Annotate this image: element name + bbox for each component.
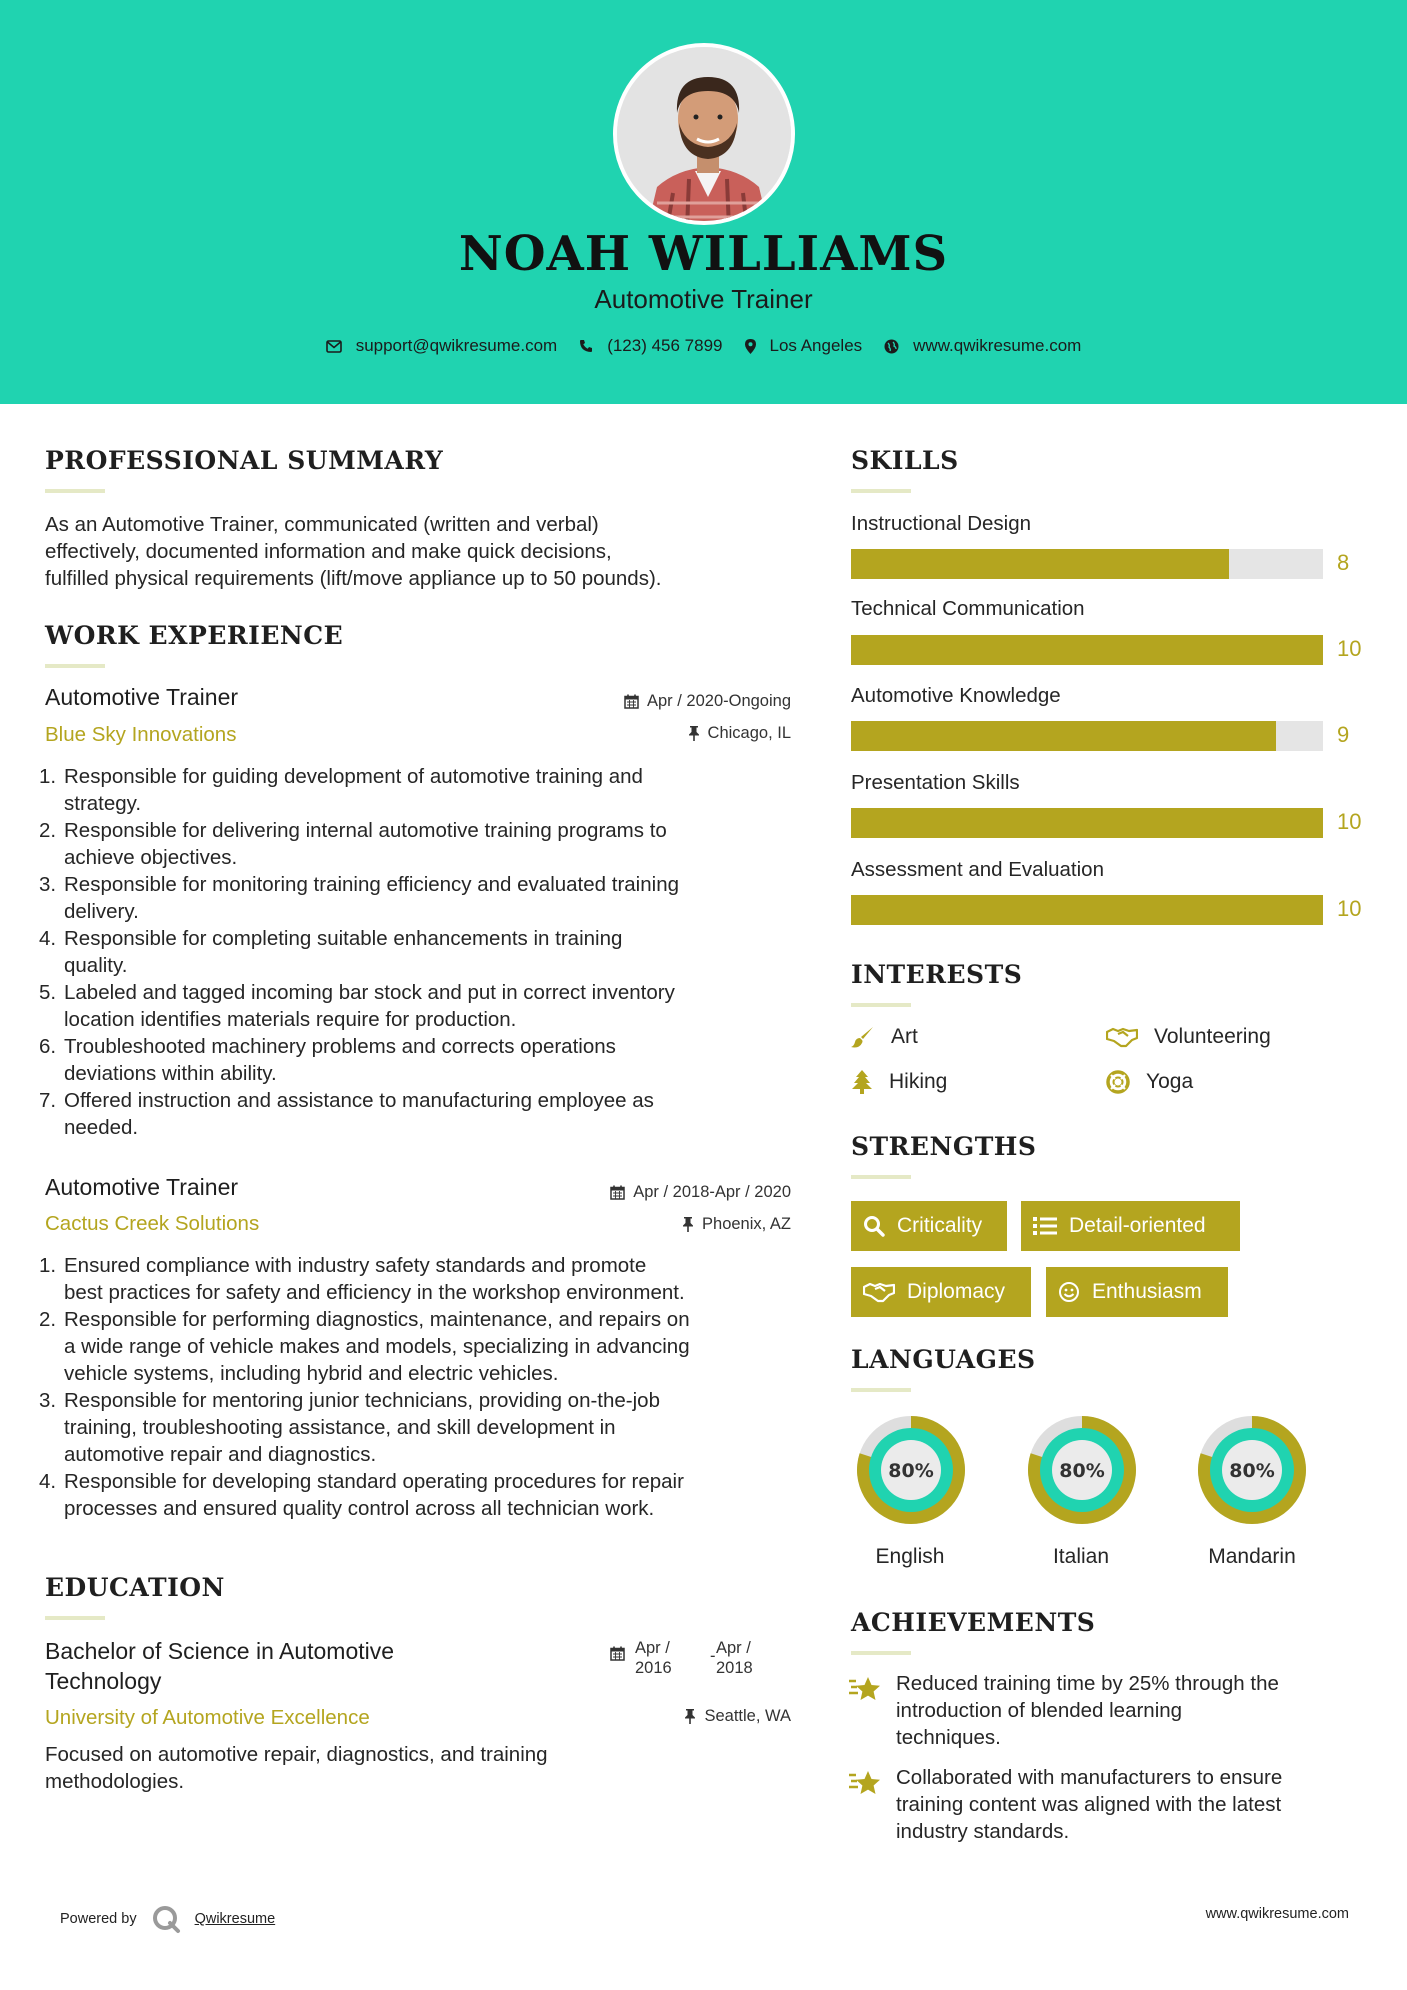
degree-line: Bachelor of Science in Automotive — [45, 1638, 395, 1664]
footer-url[interactable]: www.qwikresume.com — [1205, 1906, 1349, 1922]
bullet-line: delivery. — [64, 900, 139, 923]
list-icon — [1033, 1216, 1057, 1236]
person-photo-icon — [617, 47, 795, 225]
skill-bar-track — [851, 808, 1323, 838]
contact-location — [745, 336, 863, 356]
handshake-icon — [863, 1281, 895, 1303]
bullet-line: Troubleshooted machinery problems and corrects operations — [64, 1035, 616, 1058]
bullet-line: quality. — [64, 954, 128, 977]
summary-heading: PROFESSIONAL SUMMARY — [45, 446, 444, 475]
header-banner — [0, 0, 1407, 404]
education-underline — [45, 1616, 105, 1620]
language-ring — [849, 1408, 973, 1532]
interests-heading: INTERESTS — [851, 960, 1023, 989]
job-dates-text: Apr / 2018-Apr / 2020 — [633, 1183, 791, 1201]
experience-underline — [45, 664, 105, 668]
contact-location-text: Los Angeles — [769, 336, 863, 355]
skill-label: Assessment and Evaluation — [851, 858, 1104, 881]
bullet-line: training, troubleshooting assistance, and skill development in — [64, 1416, 616, 1439]
list-item — [39, 763, 805, 817]
achievement-line: Reduced training time by 25% through the — [896, 1672, 1279, 1695]
interest-item — [1106, 1070, 1193, 1094]
language-name: Mandarin — [1208, 1545, 1296, 1568]
list-item — [39, 1252, 805, 1306]
summary-line: fulfilled physical requirements (lift/move appliance up to 50 pounds). — [45, 567, 662, 590]
achievement-item — [896, 1764, 1366, 1845]
job-company: Blue Sky Innovations — [45, 723, 237, 746]
summary-underline — [45, 489, 105, 493]
contact-phone-text: (123) 456 7899 — [607, 336, 723, 355]
education-end-date — [716, 1638, 753, 1678]
bullet-line: a wide range of vehicle makes and models, specializing in advancing — [64, 1335, 690, 1358]
map-marker-icon — [745, 339, 756, 354]
strengths-underline — [851, 1175, 911, 1179]
bullet-line: Responsible for developing standard operating procedures for repair — [64, 1470, 684, 1493]
candidate-title: Automotive Trainer — [594, 284, 813, 314]
job-title: Automotive Trainer — [45, 684, 239, 710]
progress-ring-icon — [1190, 1408, 1314, 1532]
bullet-line: achieve objectives. — [64, 846, 238, 869]
bullet-number: 3. — [39, 1389, 57, 1412]
calendar-icon-wrap — [610, 1646, 625, 1666]
job-location-text: Phoenix, AZ — [702, 1215, 791, 1233]
bullet-line: Responsible for completing suitable enhancements in training — [64, 927, 623, 950]
interest-item — [851, 1070, 947, 1094]
achievement-line: training content was aligned with the latest — [896, 1793, 1282, 1816]
search-icon — [863, 1215, 885, 1237]
bullet-line: deviations within ability. — [64, 1062, 277, 1085]
achievement-icon-wrap — [848, 1675, 882, 1708]
date-line: Apr / — [716, 1639, 751, 1657]
powered-by-text: Powered by — [60, 1911, 137, 1927]
handshake-icon — [1106, 1026, 1138, 1048]
bullet-number: 6. — [39, 1035, 57, 1058]
skill-label: Technical Communication — [851, 597, 1085, 620]
skills-heading: SKILLS — [851, 446, 959, 475]
achievements-heading: ACHIEVEMENTS — [851, 1608, 1096, 1637]
star-icon — [848, 1675, 882, 1703]
description-line: methodologies. — [45, 1770, 185, 1793]
calendar-icon — [624, 694, 639, 709]
skill-bar-fill — [851, 808, 1323, 838]
bullet-line: Labeled and tagged incoming bar stock and put in correct inventory — [64, 981, 675, 1004]
bullet-line: Responsible for performing diagnostics, maintenance, and repairs on — [64, 1308, 690, 1331]
strength-label: Criticality — [897, 1214, 983, 1237]
bullet-line: Responsible for delivering internal automotive training programs to — [64, 819, 667, 842]
experience-heading: WORK EXPERIENCE — [45, 621, 344, 650]
job-location-text: Chicago, IL — [707, 724, 791, 742]
strength-badge — [1046, 1267, 1228, 1317]
job-title: Automotive Trainer — [45, 1174, 239, 1200]
skill-label: Presentation Skills — [851, 771, 1020, 794]
strengths-heading: STRENGTHS — [851, 1132, 1037, 1161]
bullet-number: 7. — [39, 1089, 57, 1112]
bullet-number: 4. — [39, 927, 57, 950]
education-location-text: Seattle, WA — [704, 1707, 791, 1725]
languages-underline — [851, 1388, 911, 1392]
list-item — [39, 1387, 805, 1468]
interests-underline — [851, 1003, 911, 1007]
interest-item — [1106, 1025, 1271, 1049]
interest-label: Hiking — [889, 1070, 948, 1093]
job-dates — [624, 692, 791, 711]
envelope-icon — [326, 340, 342, 353]
job-bullet-list — [39, 1252, 805, 1522]
education-school: University of Automotive Excellence — [45, 1706, 370, 1729]
contact-website-text: www.qwikresume.com — [913, 336, 1082, 355]
language-name: English — [875, 1545, 945, 1568]
contact-website[interactable] — [884, 336, 1081, 356]
bullet-number: 1. — [39, 1254, 57, 1277]
skill-value: 8 — [1337, 550, 1350, 575]
calendar-icon — [610, 1185, 625, 1200]
bullet-line: best practices for safety and efficiency in the workshop environment. — [64, 1281, 685, 1304]
skills-underline — [851, 489, 911, 493]
bullet-line: Offered instruction and assistance to manufacturing employee as — [64, 1089, 654, 1112]
education-heading: EDUCATION — [45, 1573, 225, 1602]
bullet-number: 2. — [39, 1308, 57, 1331]
language-percent: 80% — [888, 1460, 934, 1482]
strength-badge — [851, 1267, 1031, 1317]
strength-label: Diplomacy — [907, 1280, 1006, 1303]
list-item — [39, 871, 805, 925]
smile-icon — [1058, 1281, 1080, 1303]
achievements-underline — [851, 1651, 911, 1655]
pushpin-icon — [688, 726, 700, 741]
list-item — [39, 979, 805, 1033]
strength-badge — [1021, 1201, 1240, 1251]
qwikresume-logo-icon — [151, 1904, 181, 1934]
skill-value: 9 — [1337, 722, 1350, 747]
bullet-line: Responsible for monitoring training efficiency and evaluated training — [64, 873, 679, 896]
date-line: 2016 — [635, 1659, 672, 1677]
bullet-number: 5. — [39, 981, 57, 1004]
language-percent: 80% — [1059, 1460, 1105, 1482]
language-ring — [1020, 1408, 1144, 1532]
skill-bar-fill — [851, 635, 1323, 665]
progress-ring-icon — [1020, 1408, 1144, 1532]
contact-email[interactable] — [326, 336, 558, 356]
education-start-date — [635, 1638, 672, 1678]
degree-line: Technology — [45, 1668, 162, 1694]
degree-title — [45, 1636, 394, 1696]
bullet-number: 3. — [39, 873, 57, 896]
bullet-line: needed. — [64, 1116, 139, 1139]
interest-label: Yoga — [1146, 1070, 1194, 1093]
job-location — [688, 724, 791, 743]
skill-bar-fill — [851, 721, 1276, 751]
bullet-line: Responsible for guiding development of automotive training and — [64, 765, 643, 788]
avatar — [613, 43, 795, 225]
candidate-name: NOAH WILLIAMS — [458, 226, 949, 282]
language-percent: 80% — [1229, 1460, 1275, 1482]
globe-icon — [884, 339, 899, 354]
list-item — [39, 1033, 805, 1087]
bullet-line: vehicle systems, including hybrid and electric vehicles. — [64, 1362, 559, 1385]
skill-value: 10 — [1337, 636, 1362, 661]
description-line: Focused on automotive repair, diagnostics, and training — [45, 1743, 548, 1766]
phone-icon — [579, 339, 593, 353]
bullet-number: 4. — [39, 1470, 57, 1493]
bullet-line: location identifies materials require for production. — [64, 1008, 517, 1031]
tree-icon — [851, 1070, 873, 1094]
achievement-item — [896, 1670, 1366, 1751]
powered-by — [60, 1904, 275, 1934]
list-item — [39, 1306, 805, 1387]
bullet-line: automotive repair and diagnostics. — [64, 1443, 377, 1466]
education-description — [45, 1741, 548, 1795]
date-line: Apr / — [635, 1639, 670, 1657]
bullet-line: Responsible for mentoring junior technicians, providing on-the-job — [64, 1389, 660, 1412]
lifebuoy-icon — [1106, 1070, 1130, 1094]
contact-bar — [0, 336, 1407, 356]
skill-bar-track — [851, 895, 1323, 925]
list-item — [39, 1087, 805, 1141]
skill-value: 10 — [1337, 809, 1362, 834]
achievement-line: introduction of blended learning — [896, 1699, 1183, 1722]
paintbrush-icon — [851, 1025, 875, 1049]
job-bullet-list — [39, 763, 805, 1141]
list-item — [39, 925, 805, 979]
list-item — [39, 1468, 805, 1522]
brand-link[interactable]: Qwikresume — [194, 1911, 276, 1927]
skill-bar-fill — [851, 549, 1229, 579]
language-ring — [1190, 1408, 1314, 1532]
strength-label: Enthusiasm — [1092, 1280, 1202, 1303]
skill-value: 10 — [1337, 896, 1362, 921]
achievement-line: Collaborated with manufacturers to ensure — [896, 1766, 1283, 1789]
interest-label: Art — [891, 1025, 918, 1048]
date-separator: - — [710, 1647, 716, 1665]
interest-item — [851, 1025, 918, 1049]
languages-heading: LANGUAGES — [851, 1345, 1036, 1374]
contact-email-text: support@qwikresume.com — [355, 336, 558, 355]
bullet-number: 1. — [39, 765, 57, 788]
education-location — [684, 1707, 791, 1726]
achievement-line: industry standards. — [896, 1820, 1070, 1843]
summary-text — [45, 511, 661, 592]
summary-line: As an Automotive Trainer, communicated (written and verbal) — [45, 513, 599, 536]
pushpin-icon — [684, 1709, 696, 1724]
skill-bar-fill — [851, 895, 1323, 925]
bullet-line: Ensured compliance with industry safety standards and promote — [64, 1254, 647, 1277]
language-name: Italian — [1052, 1545, 1110, 1568]
date-line: 2018 — [716, 1659, 753, 1677]
calendar-icon — [610, 1646, 625, 1661]
strength-badge — [851, 1201, 1007, 1251]
progress-ring-icon — [849, 1408, 973, 1532]
job-company: Cactus Creek Solutions — [45, 1212, 260, 1235]
bullet-line: processes and ensured quality control across all technician work. — [64, 1497, 655, 1520]
pushpin-icon — [682, 1217, 694, 1232]
skill-bar-track — [851, 635, 1323, 665]
list-item — [39, 817, 805, 871]
job-dates — [610, 1183, 791, 1202]
summary-line: effectively, documented information and make quick decisions, — [45, 540, 612, 563]
bullet-line: strategy. — [64, 792, 142, 815]
skill-bar-track — [851, 721, 1323, 751]
interest-label: Volunteering — [1154, 1025, 1271, 1048]
strength-label: Detail-oriented — [1069, 1214, 1206, 1237]
job-location — [682, 1215, 791, 1234]
job-dates-text: Apr / 2020-Ongoing — [646, 692, 791, 710]
star-icon — [848, 1769, 882, 1797]
skill-label: Instructional Design — [851, 512, 1032, 535]
achievement-icon-wrap — [848, 1769, 882, 1802]
contact-phone[interactable] — [579, 336, 722, 356]
bullet-number: 2. — [39, 819, 57, 842]
skill-label: Automotive Knowledge — [851, 684, 1061, 707]
achievement-line: techniques. — [896, 1726, 1001, 1749]
skill-bar-track — [851, 549, 1323, 579]
